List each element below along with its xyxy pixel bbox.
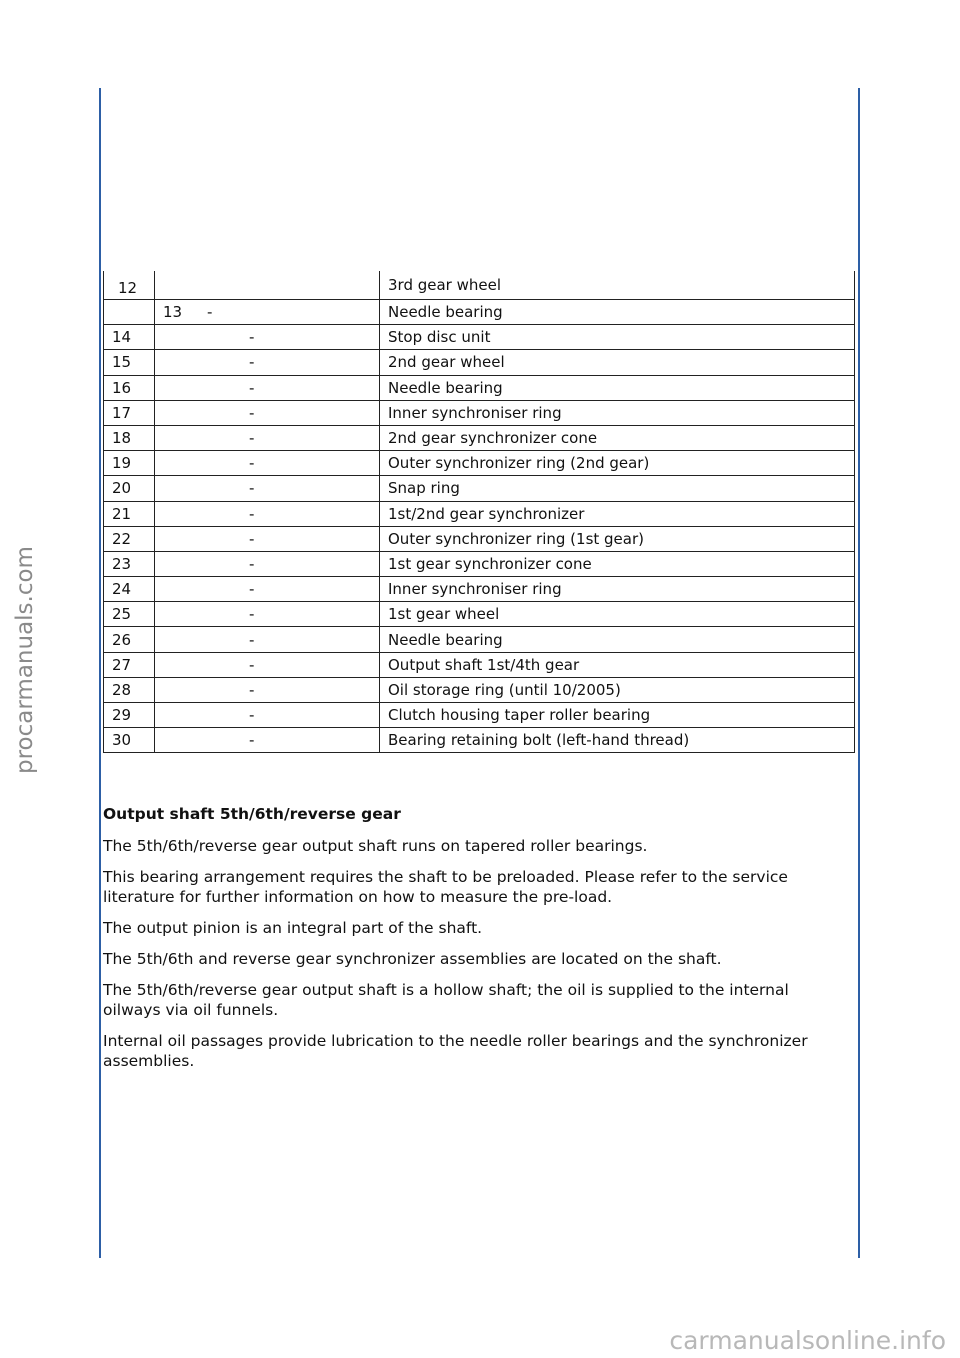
item-number-empty xyxy=(104,300,155,325)
item-dash: - xyxy=(155,425,380,450)
item-number-dash xyxy=(155,300,380,325)
item-number: 13 xyxy=(163,303,183,322)
item-dash: - xyxy=(155,400,380,425)
item-number: 20 xyxy=(104,476,155,501)
section-content xyxy=(103,800,843,1082)
item-description: Clutch housing taper roller bearing xyxy=(380,703,855,728)
side-watermark[interactable]: procarmanuals.com xyxy=(12,546,38,774)
table-row xyxy=(104,526,855,551)
paragraph: The 5th/6th/reverse gear output shaft is a hollow shaft; the oil is supplied to the internal oilways via oil funnels. xyxy=(103,981,789,1019)
table-row xyxy=(104,501,855,526)
parts-table xyxy=(103,271,855,753)
item-number: 21 xyxy=(104,501,155,526)
table-row xyxy=(104,400,855,425)
table-row xyxy=(104,577,855,602)
item-number: 18 xyxy=(104,425,155,450)
item-dash: - xyxy=(155,350,380,375)
item-dash: - xyxy=(155,728,380,753)
item-description: Stop disc unit xyxy=(380,325,855,350)
item-number: 26 xyxy=(104,627,155,652)
item-dash: - xyxy=(155,501,380,526)
paragraph: The 5th/6th/reverse gear output shaft runs on tapered roller bearings. xyxy=(103,837,648,855)
item-number: 12 xyxy=(104,271,155,300)
table-row xyxy=(104,451,855,476)
table-row xyxy=(104,476,855,501)
item-dash: - xyxy=(155,703,380,728)
item-number: 25 xyxy=(104,602,155,627)
item-description: Inner synchroniser ring xyxy=(380,577,855,602)
item-dash: - xyxy=(155,476,380,501)
table-row xyxy=(104,652,855,677)
item-description: 2nd gear wheel xyxy=(380,350,855,375)
item-description: Needle bearing xyxy=(380,627,855,652)
table-row xyxy=(104,300,855,325)
paragraph: The output pinion is an integral part of the shaft. xyxy=(103,919,483,937)
item-dash: - xyxy=(155,602,380,627)
item-number: 29 xyxy=(104,703,155,728)
item-dash: - xyxy=(155,551,380,576)
item-description: Inner synchroniser ring xyxy=(380,400,855,425)
item-dash: - xyxy=(155,526,380,551)
item-dash: - xyxy=(155,627,380,652)
item-description: 1st gear wheel xyxy=(380,602,855,627)
item-number: 23 xyxy=(104,551,155,576)
item-number: 14 xyxy=(104,325,155,350)
item-description: 1st/2nd gear synchronizer xyxy=(380,501,855,526)
table-row xyxy=(104,350,855,375)
table-row xyxy=(104,627,855,652)
item-dash: - xyxy=(207,303,213,322)
table-row xyxy=(104,271,855,300)
item-dash xyxy=(155,271,380,300)
table-row xyxy=(104,425,855,450)
item-description: Bearing retaining bolt (left-hand thread) xyxy=(380,728,855,753)
paragraph: The 5th/6th and reverse gear synchronizer assemblies are located on the shaft. xyxy=(103,950,722,968)
item-description: 1st gear synchronizer cone xyxy=(380,551,855,576)
item-dash: - xyxy=(155,375,380,400)
item-description: Needle bearing xyxy=(380,375,855,400)
bottom-watermark[interactable]: carmanualsonline.info xyxy=(669,1326,946,1355)
item-number: 22 xyxy=(104,526,155,551)
item-dash: - xyxy=(155,325,380,350)
table-row xyxy=(104,551,855,576)
paragraph: This bearing arrangement requires the shaft to be preloaded. Please refer to the service literature for further information on how to measure the pre-load. xyxy=(103,868,788,906)
table-row xyxy=(104,728,855,753)
table-row xyxy=(104,703,855,728)
item-number: 27 xyxy=(104,652,155,677)
item-description: Output shaft 1st/4th gear xyxy=(380,652,855,677)
item-number: 24 xyxy=(104,577,155,602)
item-dash: - xyxy=(155,652,380,677)
table-row xyxy=(104,602,855,627)
item-number: 30 xyxy=(104,728,155,753)
item-number: 28 xyxy=(104,677,155,702)
item-number: 16 xyxy=(104,375,155,400)
table-row xyxy=(104,325,855,350)
item-dash: - xyxy=(155,577,380,602)
table-row xyxy=(104,677,855,702)
paragraph: Internal oil passages provide lubrication to the needle roller bearings and the synchronizer assemblies. xyxy=(103,1032,808,1070)
page-left-rule xyxy=(99,88,101,1258)
item-description: Oil storage ring (until 10/2005) xyxy=(380,677,855,702)
section-heading: Output shaft 5th/6th/reverse gear xyxy=(103,805,401,823)
table-row xyxy=(104,375,855,400)
item-number: 15 xyxy=(104,350,155,375)
item-number: 19 xyxy=(104,451,155,476)
item-description: 2nd gear synchronizer cone xyxy=(380,425,855,450)
item-description: Snap ring xyxy=(380,476,855,501)
item-description: Outer synchronizer ring (1st gear) xyxy=(380,526,855,551)
page-right-rule xyxy=(858,88,860,1258)
item-dash: - xyxy=(155,451,380,476)
item-dash: - xyxy=(155,677,380,702)
item-number: 17 xyxy=(104,400,155,425)
item-description: Needle bearing xyxy=(380,300,855,325)
item-description: 3rd gear wheel xyxy=(380,271,855,300)
item-description: Outer synchronizer ring (2nd gear) xyxy=(380,451,855,476)
